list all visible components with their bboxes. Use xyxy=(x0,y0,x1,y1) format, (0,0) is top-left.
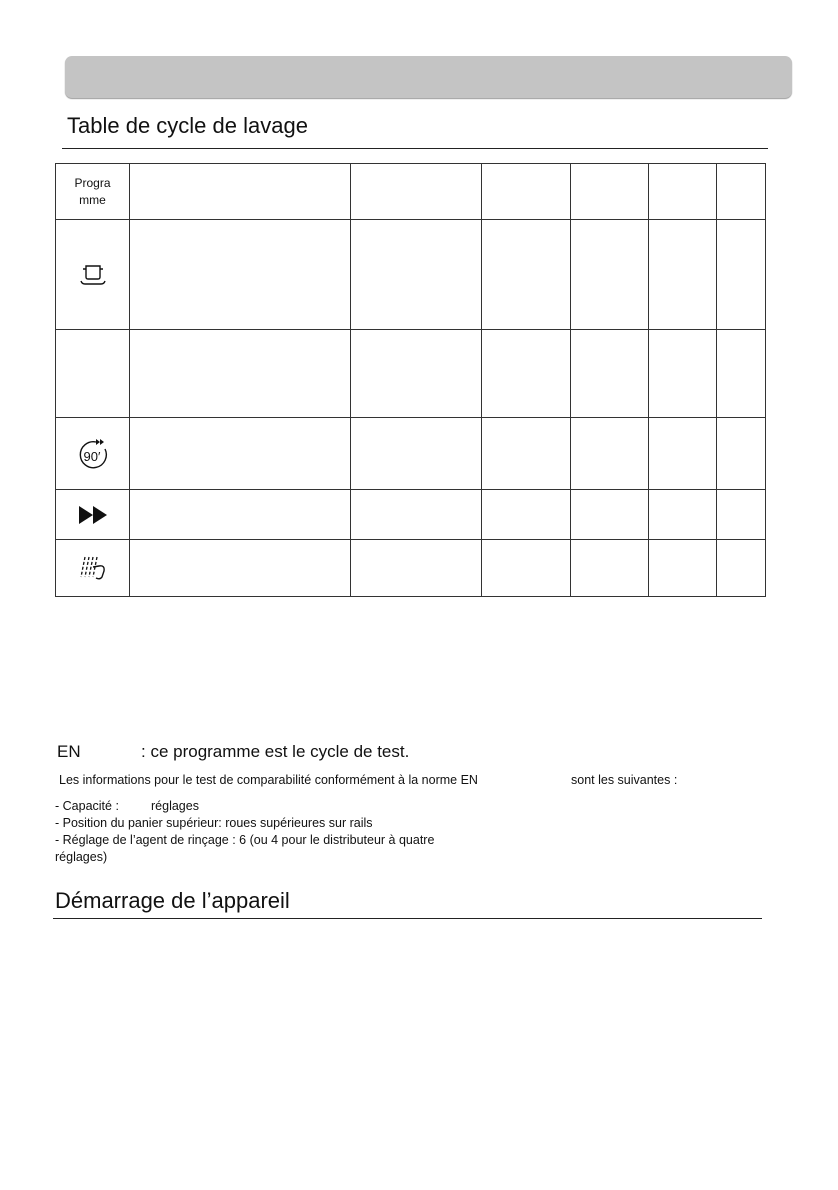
wash-cycle-table-title: Table de cycle de lavage xyxy=(67,113,308,138)
column-header-6 xyxy=(649,164,717,220)
column-header-3 xyxy=(351,164,482,220)
description-column-header xyxy=(130,164,351,220)
column-header-4 xyxy=(482,164,571,220)
table-header-row xyxy=(56,164,766,220)
capacity-label: - Capacité : xyxy=(55,799,119,813)
90-minute-fast-icon xyxy=(56,418,130,490)
startup-section-title: Démarrage de l’appareil xyxy=(55,888,290,913)
rinse-agent-setting-item: - Réglage de l’agent de rinçage : 6 (ou 4 pour le distributeur à quatre xyxy=(55,833,435,847)
rinse-spray-icon xyxy=(56,540,130,597)
comparability-info: Les informations pour le test de comparabilité conformément à la norme EN xyxy=(59,773,478,787)
wash-cycle-table xyxy=(55,163,766,597)
table-row xyxy=(56,490,766,540)
comparability-info-suffix: sont les suivantes : xyxy=(571,773,678,787)
table-row xyxy=(56,330,766,418)
startup-title-underline xyxy=(53,918,762,919)
intensive-pot-icon xyxy=(56,220,130,330)
column-header-5 xyxy=(571,164,649,220)
svg-text:90′: 90′ xyxy=(83,448,100,464)
test-cycle-note: : ce programme est le cycle de test. xyxy=(141,742,410,761)
table-row xyxy=(56,220,766,330)
column-header-7 xyxy=(717,164,766,220)
table-row xyxy=(56,540,766,597)
title-underline xyxy=(62,148,768,149)
rapid-forward-icon xyxy=(56,490,130,540)
basket-position-item: - Position du panier supérieur: roues supérieures sur rails xyxy=(55,816,373,830)
table-row xyxy=(56,418,766,490)
section-header-bar xyxy=(65,56,792,98)
program-header-line-2: mme xyxy=(79,192,106,207)
capacity-value: réglages xyxy=(151,799,199,813)
program-header-line-1: Progra xyxy=(74,175,111,190)
empty-program-cell xyxy=(56,330,130,418)
en-label: EN xyxy=(57,742,81,761)
program-column-header xyxy=(56,164,130,220)
rinse-agent-setting-item-continued: réglages) xyxy=(55,850,108,864)
